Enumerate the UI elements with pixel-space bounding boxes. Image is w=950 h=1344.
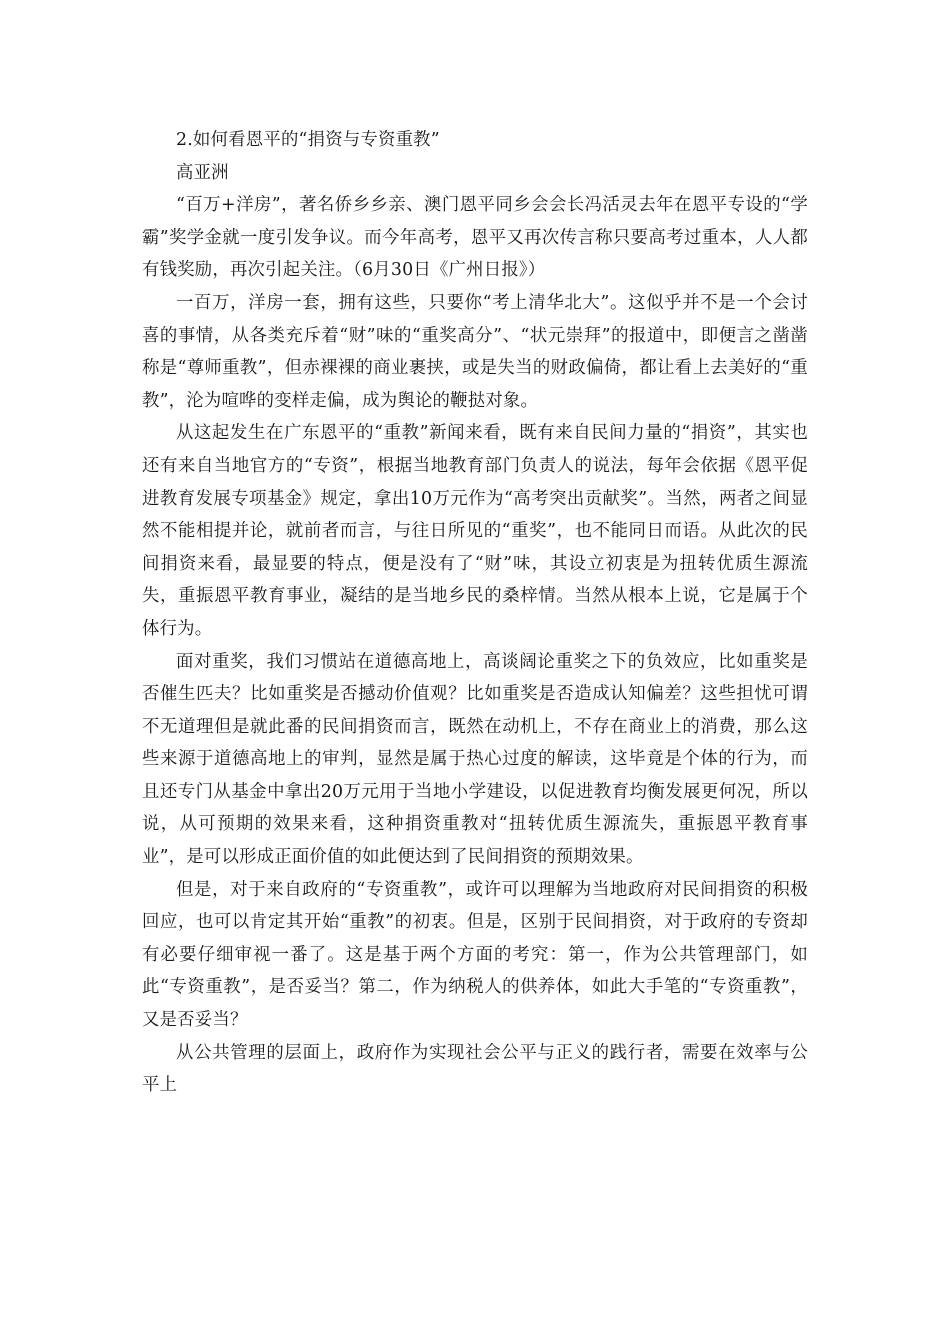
- paragraph-6: 从公共管理的层面上，政府作为实现社会公平与正义的践行者，需要在效率与公平上: [142, 1042, 808, 1096]
- paragraph-5: 但是，对于来自政府的“专资重教”，或许可以理解为当地政府对民间捐资的积极回应，也可以肯定其开始“重教”的初衷。但是，区别于民间捐资，对于政府的专资却有必要仔细审视一番了。这是基于两个方面的考究：第一，作为公共管理部门，如此“专资重教”，是否妥当？第二，作为纳税人的供养体，如此大手笔的“专资重教”，又是否妥当？: [142, 879, 808, 1031]
- paragraph-2: 一百万，洋房一套，拥有这些，只要你“考上清华北大”。这似乎并不是一个会讨喜的事情，从各类充斥着“财”味的“重奖高分”、“状元崇拜”的报道中，即便言之凿凿称是“尊师重教”，但赤裸裸的商业裹挟，或是失当的财政偏倚，都让看上去美好的“重教”，沦为喧哗的变样走偏，成为舆论的鞭挞对象。: [142, 292, 808, 411]
- article-body: [142, 124, 808, 1102]
- paragraph-4: 面对重奖，我们习惯站在道德高地上，高谈阔论重奖之下的负效应，比如重奖是否催生匹夫？比如重奖是否撼动价值观？比如重奖是否造成认知偏差？这些担忧可谓不无道理但是就此番的民间捐资而言，既然在动机上，不存在商业上的消费，那么这些来源于道德高地上的审判，显然是属于热心过度的解读，这毕竟是个体的行为，而且还专门从基金中拿出20万元用于当地小学建设，以促进教育均衡发展更何况，所以说，从可预期的效果来看，这种捐资重教对“扭转优质生源流失，重振恩平教育事业”，是可以形成正面价值的如此便达到了民间捐资的预期效果。: [142, 651, 808, 868]
- paragraph-3: 从这起发生在广东恩平的“重教”新闻来看，既有来自民间力量的“捐资”，其实也还有来自当地官方的“专资”，根据当地教育部门负责人的说法，每年会依据《恩平促进教育发展专项基金》规定，拿出10万元作为“高考突出贡献奖”。当然，两者之间显然不能相提并论，就前者而言，与往日所见的“重奖”，也不能同日而语。从此次的民间捐资来看，最显要的特点，便是没有了“财”味，其设立初衷是为扭转优质生源流失，重振恩平教育事业，凝结的是当地乡民的桑梓情。当然从根本上说，它是属于个体行为。: [142, 423, 808, 639]
- article-author: 高亚洲: [176, 162, 229, 183]
- paragraph-1: “百万+洋房”，著名侨乡乡亲、澳门恩平同乡会会长冯活灵去年在恩平专设的“学霸”奖学金就一度引发争议。而今年高考，恩平又再次传言称只要高考过重本，人人都有钱奖励，再次引起关注。（6月30日《广州日报》）: [142, 195, 808, 281]
- article-title: 2.如何看恩平的“捐资与专资重教”: [176, 130, 440, 150]
